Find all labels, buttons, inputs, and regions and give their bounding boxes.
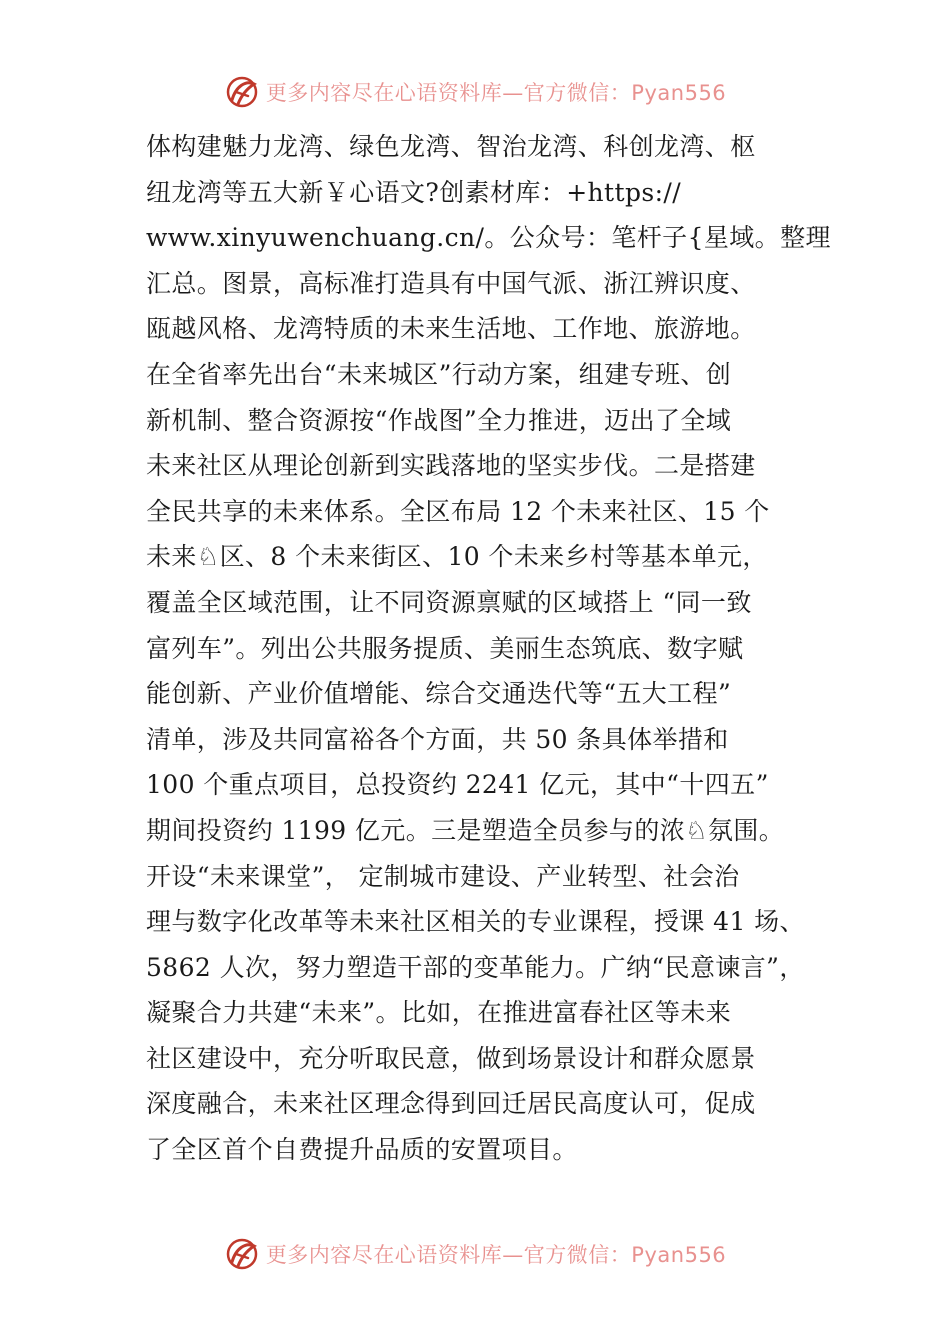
calligraphy-logo-icon bbox=[224, 1236, 260, 1272]
calligraphy-logo-icon bbox=[224, 74, 260, 110]
text-line: 汇总。图景，高标准打造具有中国气派、浙江辨识度、 bbox=[146, 268, 756, 298]
text-line: 了全区首个自费提升品质的安置项目。 bbox=[146, 1135, 578, 1165]
text-line: 纽龙湾等五大新￥心语文?创素材库：+https:// bbox=[146, 177, 682, 207]
text-line: 100 个重点项目，总投资约 2241 亿元，其中“十四五” bbox=[146, 770, 769, 800]
text-line: 瓯越风格、龙湾特质的未来生活地、工作地、旅游地。 bbox=[146, 314, 756, 344]
text-line: 覆盖全区域范围，让不同资源禀赋的区域搭上 “同一致 bbox=[146, 587, 752, 617]
text-line: 5862 人次，努力塑造干部的变革能力。广纳“民意谏言”， bbox=[146, 952, 805, 982]
text-line: 全民共享的未来体系。全区布局 12 个未来社区、15 个 bbox=[146, 496, 770, 526]
text-line: 深度融合，未来社区理念得到回迁居民高度认可，促成 bbox=[146, 1089, 756, 1119]
footer-banner-text: 更多内容尽在心语资料库—官方微信：Pyan556 bbox=[265, 1243, 727, 1267]
text-line: 未来♘区、8 个未来街区、10 个未来乡村等基本单元， bbox=[146, 542, 768, 572]
header-banner-text: 更多内容尽在心语资料库—官方微信：Pyan556 bbox=[265, 81, 727, 105]
text-line: 理与数字化改革等未来社区相关的专业课程，授课 41 场、 bbox=[146, 907, 805, 937]
text-line: www.xinyuwenchuang.cn/。公众号：笔杆子{星域。整理 bbox=[146, 223, 831, 253]
text-line: 开设“未来课堂”， 定制城市建设、产业转型、社会治 bbox=[146, 861, 740, 891]
text-line: 富列车”。列出公共服务提质、美丽生态筑底、数字赋 bbox=[146, 633, 744, 663]
text-line: 凝聚合力共建“未来”。比如，在推进富春社区等未来 bbox=[146, 998, 732, 1028]
document-body bbox=[146, 124, 846, 1173]
text-line: 新机制、整合资源按“作战图”全力推进，迈出了全域 bbox=[146, 405, 732, 435]
text-line: 在全省率先出台“未来城区”行动方案，组建专班、创 bbox=[146, 359, 732, 389]
text-line: 能创新、产业价值增能、综合交通迭代等“五大工程” bbox=[146, 679, 732, 709]
footer-banner bbox=[0, 1232, 950, 1276]
text-line: 体构建魅力龙湾、绿色龙湾、智治龙湾、科创龙湾、枢 bbox=[146, 132, 756, 161]
text-line: 期间投资约 1199 亿元。三是塑造全员参与的浓♘氛围。 bbox=[146, 815, 785, 845]
text-line: 社区建设中，充分听取民意，做到场景设计和群众愿景 bbox=[146, 1043, 756, 1073]
text-line: 未来社区从理论创新到实践落地的坚实步伐。二是搭建 bbox=[146, 451, 756, 481]
header-banner bbox=[0, 70, 950, 114]
text-line: 清单，涉及共同富裕各个方面，共 50 条具体举措和 bbox=[146, 724, 729, 754]
